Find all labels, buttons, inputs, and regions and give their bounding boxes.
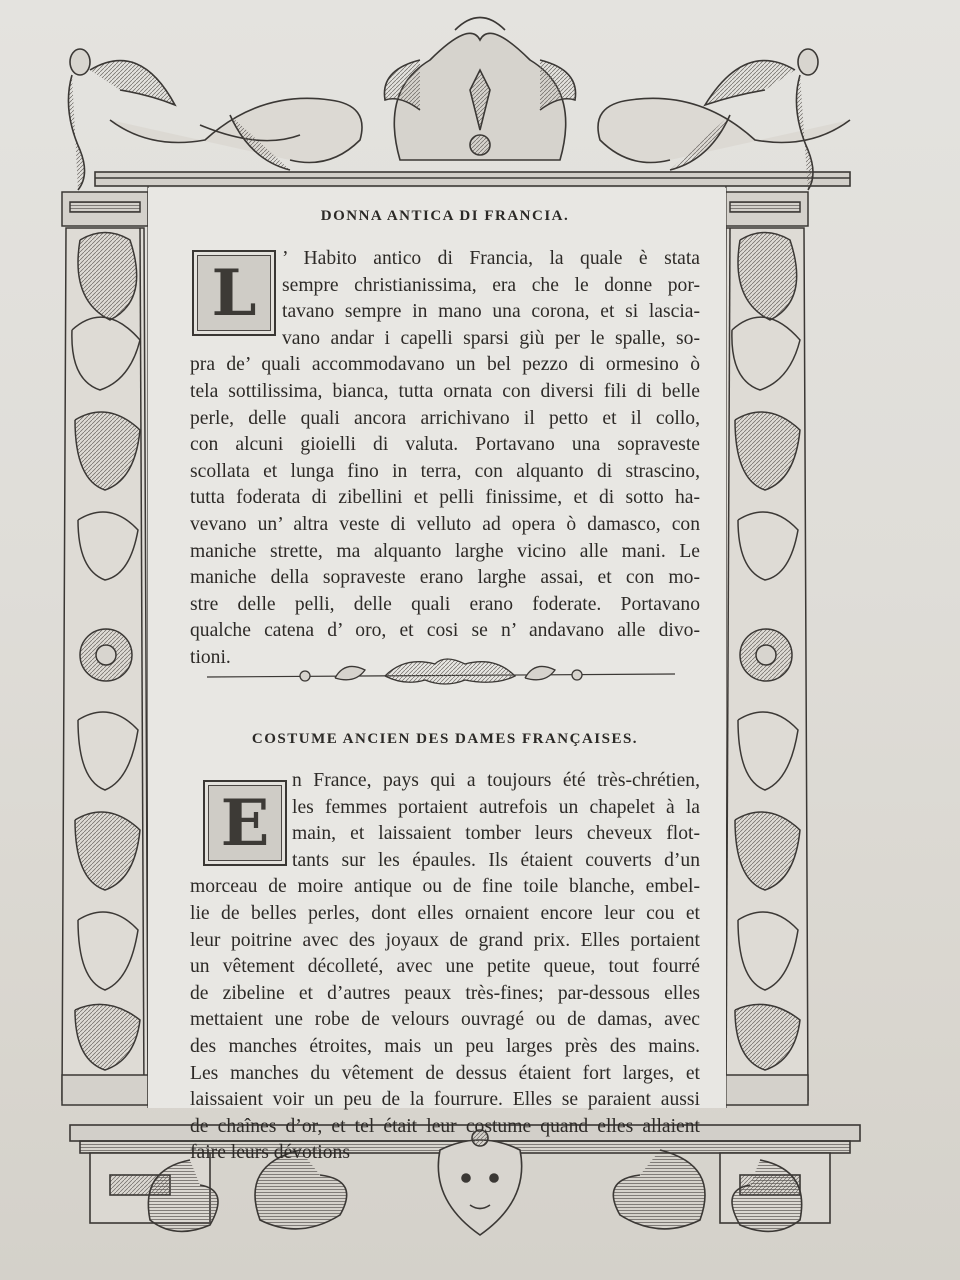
text-line: leur poitrine avec des joyaux de grand prix. Elles portaient bbox=[190, 929, 700, 951]
text-line: un vêtement décolleté, avec une petite queue, tout fourré bbox=[190, 956, 700, 978]
left-pilaster-icon bbox=[62, 192, 148, 1105]
text-line: Les manches du vêtement de dessus étaient fort larges, et bbox=[190, 1062, 700, 1084]
text-line: perle, delle quali ancora arrichivano il petto et il collo, bbox=[190, 407, 700, 429]
text-line: tavano sempre in mano una corona, et si lascia- bbox=[282, 301, 700, 323]
text-line: scollata et lunga fino in terra, con alquanto di strascino, bbox=[190, 460, 700, 482]
text-line: sempre christianissima, era che le donne por- bbox=[282, 274, 700, 296]
text-line: tioni. bbox=[190, 646, 231, 668]
drop-cap-e-icon: E bbox=[203, 780, 287, 866]
text-line: main, et laissaient tomber leurs cheveux flot- bbox=[292, 823, 700, 845]
text-line: qualche catena d’ oro, et cosi se n’ andavano alle divo- bbox=[190, 620, 700, 642]
scroll-divider-icon bbox=[205, 650, 685, 690]
text-line: tants sur les épaules. Ils étaient couverts d’un bbox=[292, 849, 700, 871]
italian-heading: DONNA ANTICA DI FRANCIA. bbox=[320, 208, 570, 224]
text-line: tela sottilissima, bianca, tutta ornata con diversi fili di belle bbox=[190, 380, 700, 402]
french-body bbox=[190, 768, 700, 1167]
text-line: ’ Habito antico di Francia, la quale è stata bbox=[282, 248, 700, 269]
drop-cap-l-icon: L bbox=[192, 250, 276, 336]
text-line: des manches étroites, mais un peu larges près des mains. bbox=[190, 1035, 700, 1057]
text-line: morceau de moire antique ou de fine toile blanche, embel- bbox=[190, 876, 700, 898]
text-line: lie de belles perles, dont elles ornaient encore leur cou et bbox=[190, 902, 700, 924]
text-line: de zibeline et d’autres peaux très-fines; par-dessous elles bbox=[190, 982, 700, 1004]
text-line: vano andar i capelli sparsi giù per le spalle, so- bbox=[282, 327, 700, 349]
french-heading: COSTUME ANCIEN DES DAMES FRANÇAISES. bbox=[251, 731, 639, 747]
text-line: faire leurs dévotions bbox=[190, 1142, 350, 1164]
french-section bbox=[190, 731, 700, 748]
text-line: maniche strette, ma alquanto larghe vicino alle mani. Le bbox=[190, 540, 700, 562]
text-line: maniche della sopraveste erano larghe assai, et con mo- bbox=[190, 567, 700, 589]
text-line: mettaient une robe de velours ouvragé ou de damas, avec bbox=[190, 1009, 700, 1031]
text-line: stre delle pelli, delle quali erano foderate. Portavano bbox=[190, 593, 700, 615]
right-pilaster-icon bbox=[722, 192, 808, 1105]
text-line: vevano un’ altra veste di velluto ad opera ò damasco, con bbox=[190, 513, 700, 535]
italian-section bbox=[190, 208, 700, 225]
text-line: n France, pays qui a toujours été très-chrétien, bbox=[292, 770, 700, 791]
italian-body bbox=[190, 246, 700, 672]
text-line: pra de’ quali accommodavano un bel pezzo di ormesino ò bbox=[190, 354, 700, 376]
top-ornament-icon bbox=[68, 18, 850, 191]
text-line: con alcuni gioielli di valuta. Portavano una sopraveste bbox=[190, 434, 700, 456]
text-line: de chaînes d’or, et tel était leur costume quand elles allaient bbox=[190, 1115, 700, 1137]
text-line: les femmes portaient autrefois un chapelet à la bbox=[292, 796, 700, 818]
text-line: tutta foderata di zibellini et pelli finissime, et di sotto ha- bbox=[190, 487, 700, 509]
text-line: laissaient voir un peu de la fourrure. Elles se paraient aussi bbox=[190, 1089, 700, 1111]
